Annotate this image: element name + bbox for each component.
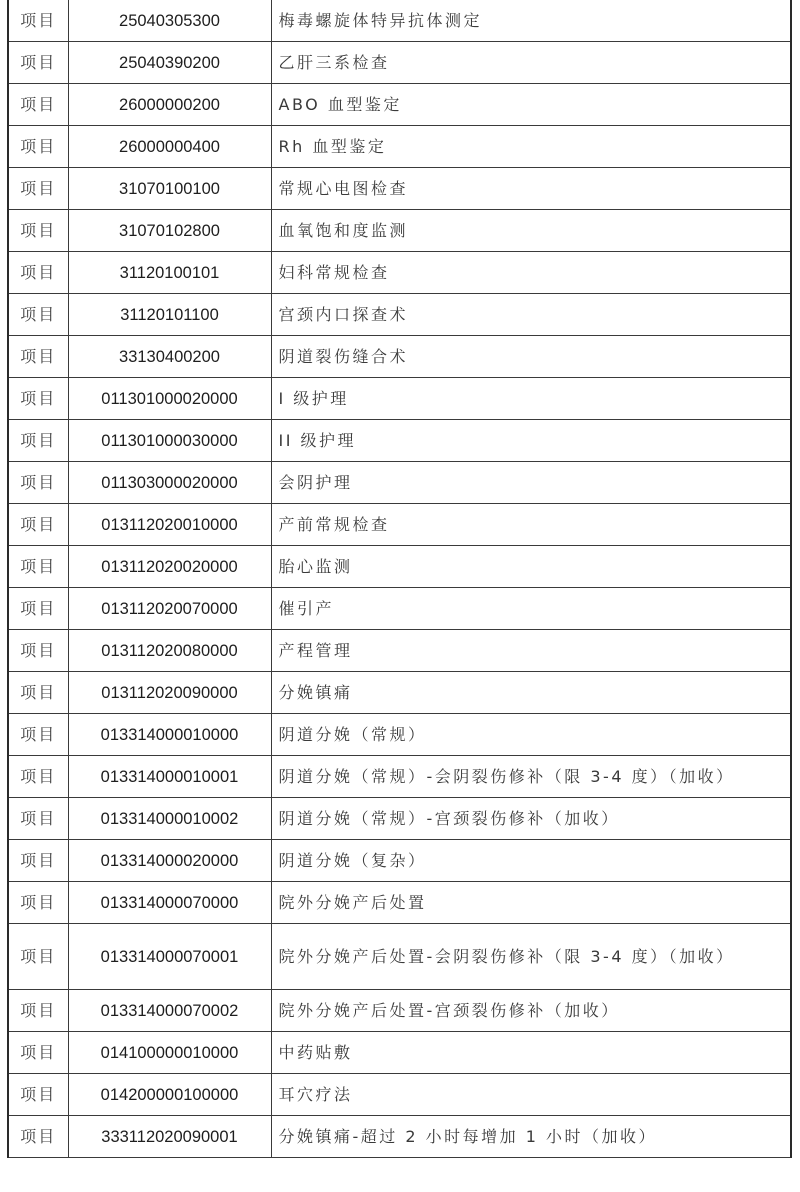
item-name-cell: 院外分娩产后处置-会阴裂伤修补（限 3-4 度）（加收） [271,924,791,990]
table-row [8,84,791,126]
item-code-cell: 013112020070000 [68,588,271,630]
table-row [8,798,791,840]
table-row [8,462,791,504]
item-name-cell: 乙肝三系检查 [271,42,791,84]
item-type-cell: 项目 [8,210,68,252]
item-type-cell: 项目 [8,798,68,840]
item-type-cell: 项目 [8,714,68,756]
item-type-cell: 项目 [8,252,68,294]
item-type-cell: 项目 [8,42,68,84]
table-row [8,252,791,294]
item-name-cell: 梅毒螺旋体特异抗体测定 [271,0,791,42]
item-name-cell: Rh 血型鉴定 [271,126,791,168]
table-row [8,882,791,924]
item-type-cell: 项目 [8,294,68,336]
item-name-cell: II 级护理 [271,420,791,462]
table-row [8,1116,791,1158]
item-name-cell: 阴道裂伤缝合术 [271,336,791,378]
item-name-cell: 阴道分娩（常规）-宫颈裂伤修补（加收） [271,798,791,840]
item-code-cell: 013314000010001 [68,756,271,798]
item-name-cell: 院外分娩产后处置-宫颈裂伤修补（加收） [271,990,791,1032]
item-name-cell: 中药贴敷 [271,1032,791,1074]
table-row [8,1032,791,1074]
item-type-cell: 项目 [8,756,68,798]
item-code-cell: 31070102800 [68,210,271,252]
table-row [8,168,791,210]
item-type-cell: 项目 [8,336,68,378]
item-code-cell: 26000000200 [68,84,271,126]
table-row [8,672,791,714]
item-name-cell: 阴道分娩（常规） [271,714,791,756]
item-code-cell: 011301000020000 [68,378,271,420]
item-code-cell: 014200000100000 [68,1074,271,1116]
item-code-cell: 333112020090001 [68,1116,271,1158]
item-type-cell: 项目 [8,462,68,504]
item-code-cell: 013314000020000 [68,840,271,882]
item-type-cell: 项目 [8,1032,68,1074]
table-row [8,840,791,882]
table-row [8,588,791,630]
table-row [8,336,791,378]
item-name-cell: ABO 血型鉴定 [271,84,791,126]
item-code-cell: 26000000400 [68,126,271,168]
item-type-cell: 项目 [8,882,68,924]
table-row [8,420,791,462]
item-type-cell: 项目 [8,924,68,990]
item-name-cell: 阴道分娩（常规）-会阴裂伤修补（限 3-4 度）（加收） [271,756,791,798]
table-row [8,210,791,252]
item-name-cell: 妇科常规检查 [271,252,791,294]
item-code-cell: 011303000020000 [68,462,271,504]
item-name-cell: 分娩镇痛-超过 2 小时每增加 1 小时（加收） [271,1116,791,1158]
item-code-cell: 013112020090000 [68,672,271,714]
item-code-cell: 013314000010000 [68,714,271,756]
item-name-cell: 产程管理 [271,630,791,672]
item-name-cell: 常规心电图检查 [271,168,791,210]
item-type-cell: 项目 [8,990,68,1032]
item-code-cell: 011301000030000 [68,420,271,462]
item-code-cell: 25040305300 [68,0,271,42]
item-name-cell: 胎心监测 [271,546,791,588]
item-name-cell: 阴道分娩（复杂） [271,840,791,882]
table-row [8,924,791,990]
item-type-cell: 项目 [8,588,68,630]
table-row [8,1074,791,1116]
item-code-cell: 31120101100 [68,294,271,336]
item-code-cell: 013314000010002 [68,798,271,840]
item-name-cell: 会阴护理 [271,462,791,504]
table-row [8,378,791,420]
item-type-cell: 项目 [8,630,68,672]
table-row [8,630,791,672]
item-code-cell: 013314000070002 [68,990,271,1032]
item-type-cell: 项目 [8,126,68,168]
item-name-cell: 宫颈内口探查术 [271,294,791,336]
table-row [8,756,791,798]
item-type-cell: 项目 [8,420,68,462]
item-code-cell: 014100000010000 [68,1032,271,1074]
item-type-cell: 项目 [8,672,68,714]
item-name-cell: 催引产 [271,588,791,630]
table-row [8,504,791,546]
table-row [8,990,791,1032]
item-name-cell: 血氧饱和度监测 [271,210,791,252]
item-type-cell: 项目 [8,1116,68,1158]
item-name-cell: 分娩镇痛 [271,672,791,714]
item-name-cell: 院外分娩产后处置 [271,882,791,924]
table-row [8,546,791,588]
item-type-cell: 项目 [8,168,68,210]
table-row [8,0,791,42]
item-code-cell: 013112020020000 [68,546,271,588]
item-name-cell: 耳穴疗法 [271,1074,791,1116]
item-code-cell: 31070100100 [68,168,271,210]
table-row [8,294,791,336]
item-name-cell: 产前常规检查 [271,504,791,546]
item-code-cell: 33130400200 [68,336,271,378]
fee-items-table [7,0,792,1158]
table-row [8,126,791,168]
table-row [8,714,791,756]
item-type-cell: 项目 [8,840,68,882]
item-code-cell: 013314000070000 [68,882,271,924]
item-name-cell: Ⅰ 级护理 [271,378,791,420]
item-code-cell: 25040390200 [68,42,271,84]
item-type-cell: 项目 [8,1074,68,1116]
item-type-cell: 项目 [8,378,68,420]
item-type-cell: 项目 [8,504,68,546]
item-type-cell: 项目 [8,0,68,42]
item-type-cell: 项目 [8,546,68,588]
item-code-cell: 013112020010000 [68,504,271,546]
item-type-cell: 项目 [8,84,68,126]
item-code-cell: 013112020080000 [68,630,271,672]
document-sheet [7,0,790,1158]
item-code-cell: 31120100101 [68,252,271,294]
item-code-cell: 013314000070001 [68,924,271,990]
table-row [8,42,791,84]
